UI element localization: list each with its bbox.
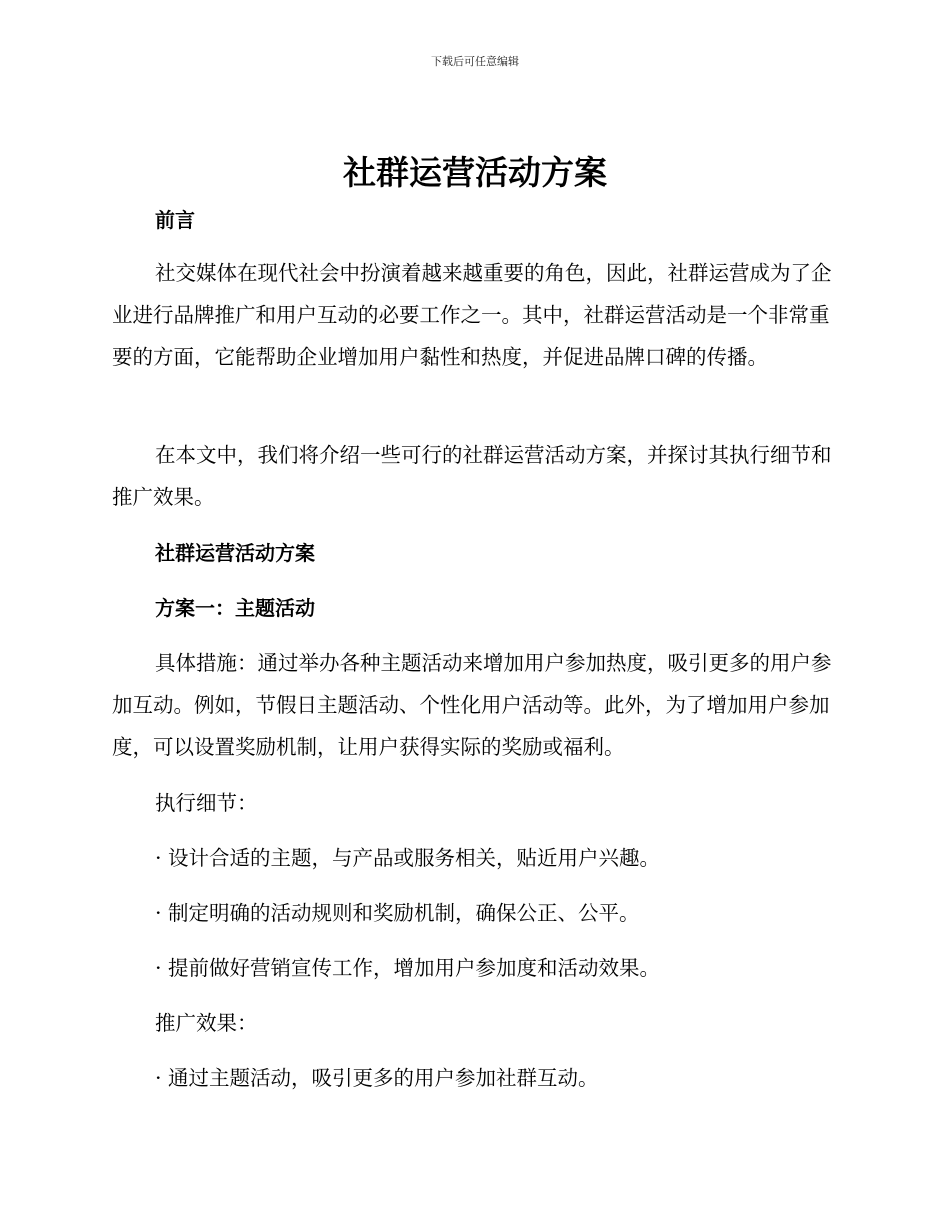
preface-paragraph-1: 社交媒体在现代社会中扮演着越来越重要的角色，因此，社群运营成为了企业进行品牌推广和用户互动的必要工作之一。其中，社群运营活动是一个非常重要的方面，它能帮助企业增加用户黏性和热度，并促进品牌口碑的传播。 bbox=[112, 261, 832, 369]
execution-label: 执行细节： bbox=[155, 791, 258, 815]
execution-item-1: · 设计合适的主题，与产品或服务相关，贴近用户兴趣。 bbox=[155, 846, 661, 870]
plan1-measures-paragraph: 具体措施：通过举办各种主题活动来增加用户参加热度，吸引更多的用户参加互动。例如，节假日主题活动、个性化用户活动等。此外，为了增加用户参加度，可以设置奖励机制，让用户获得实际的奖励或福利。 bbox=[112, 651, 832, 759]
plan1-heading: 方案一：主题活动 bbox=[155, 596, 315, 620]
document-title: 社群运营活动方案 bbox=[343, 153, 607, 192]
header-note: 下载后可任意编辑 bbox=[431, 55, 519, 68]
effect-item-1: · 通过主题活动，吸引更多的用户参加社群互动。 bbox=[155, 1066, 599, 1090]
preface-heading: 前言 bbox=[155, 208, 195, 232]
execution-item-3: · 提前做好营销宣传工作，增加用户参加度和活动效果。 bbox=[155, 956, 661, 980]
execution-item-2: · 制定明确的活动规则和奖励机制，确保公正、公平。 bbox=[155, 901, 640, 925]
plans-heading: 社群运营活动方案 bbox=[155, 541, 315, 565]
effect-label: 推广效果： bbox=[155, 1011, 258, 1035]
preface-paragraph-2: 在本文中，我们将介绍一些可行的社群运营活动方案，并探讨其执行细节和推广效果。 bbox=[112, 443, 832, 509]
